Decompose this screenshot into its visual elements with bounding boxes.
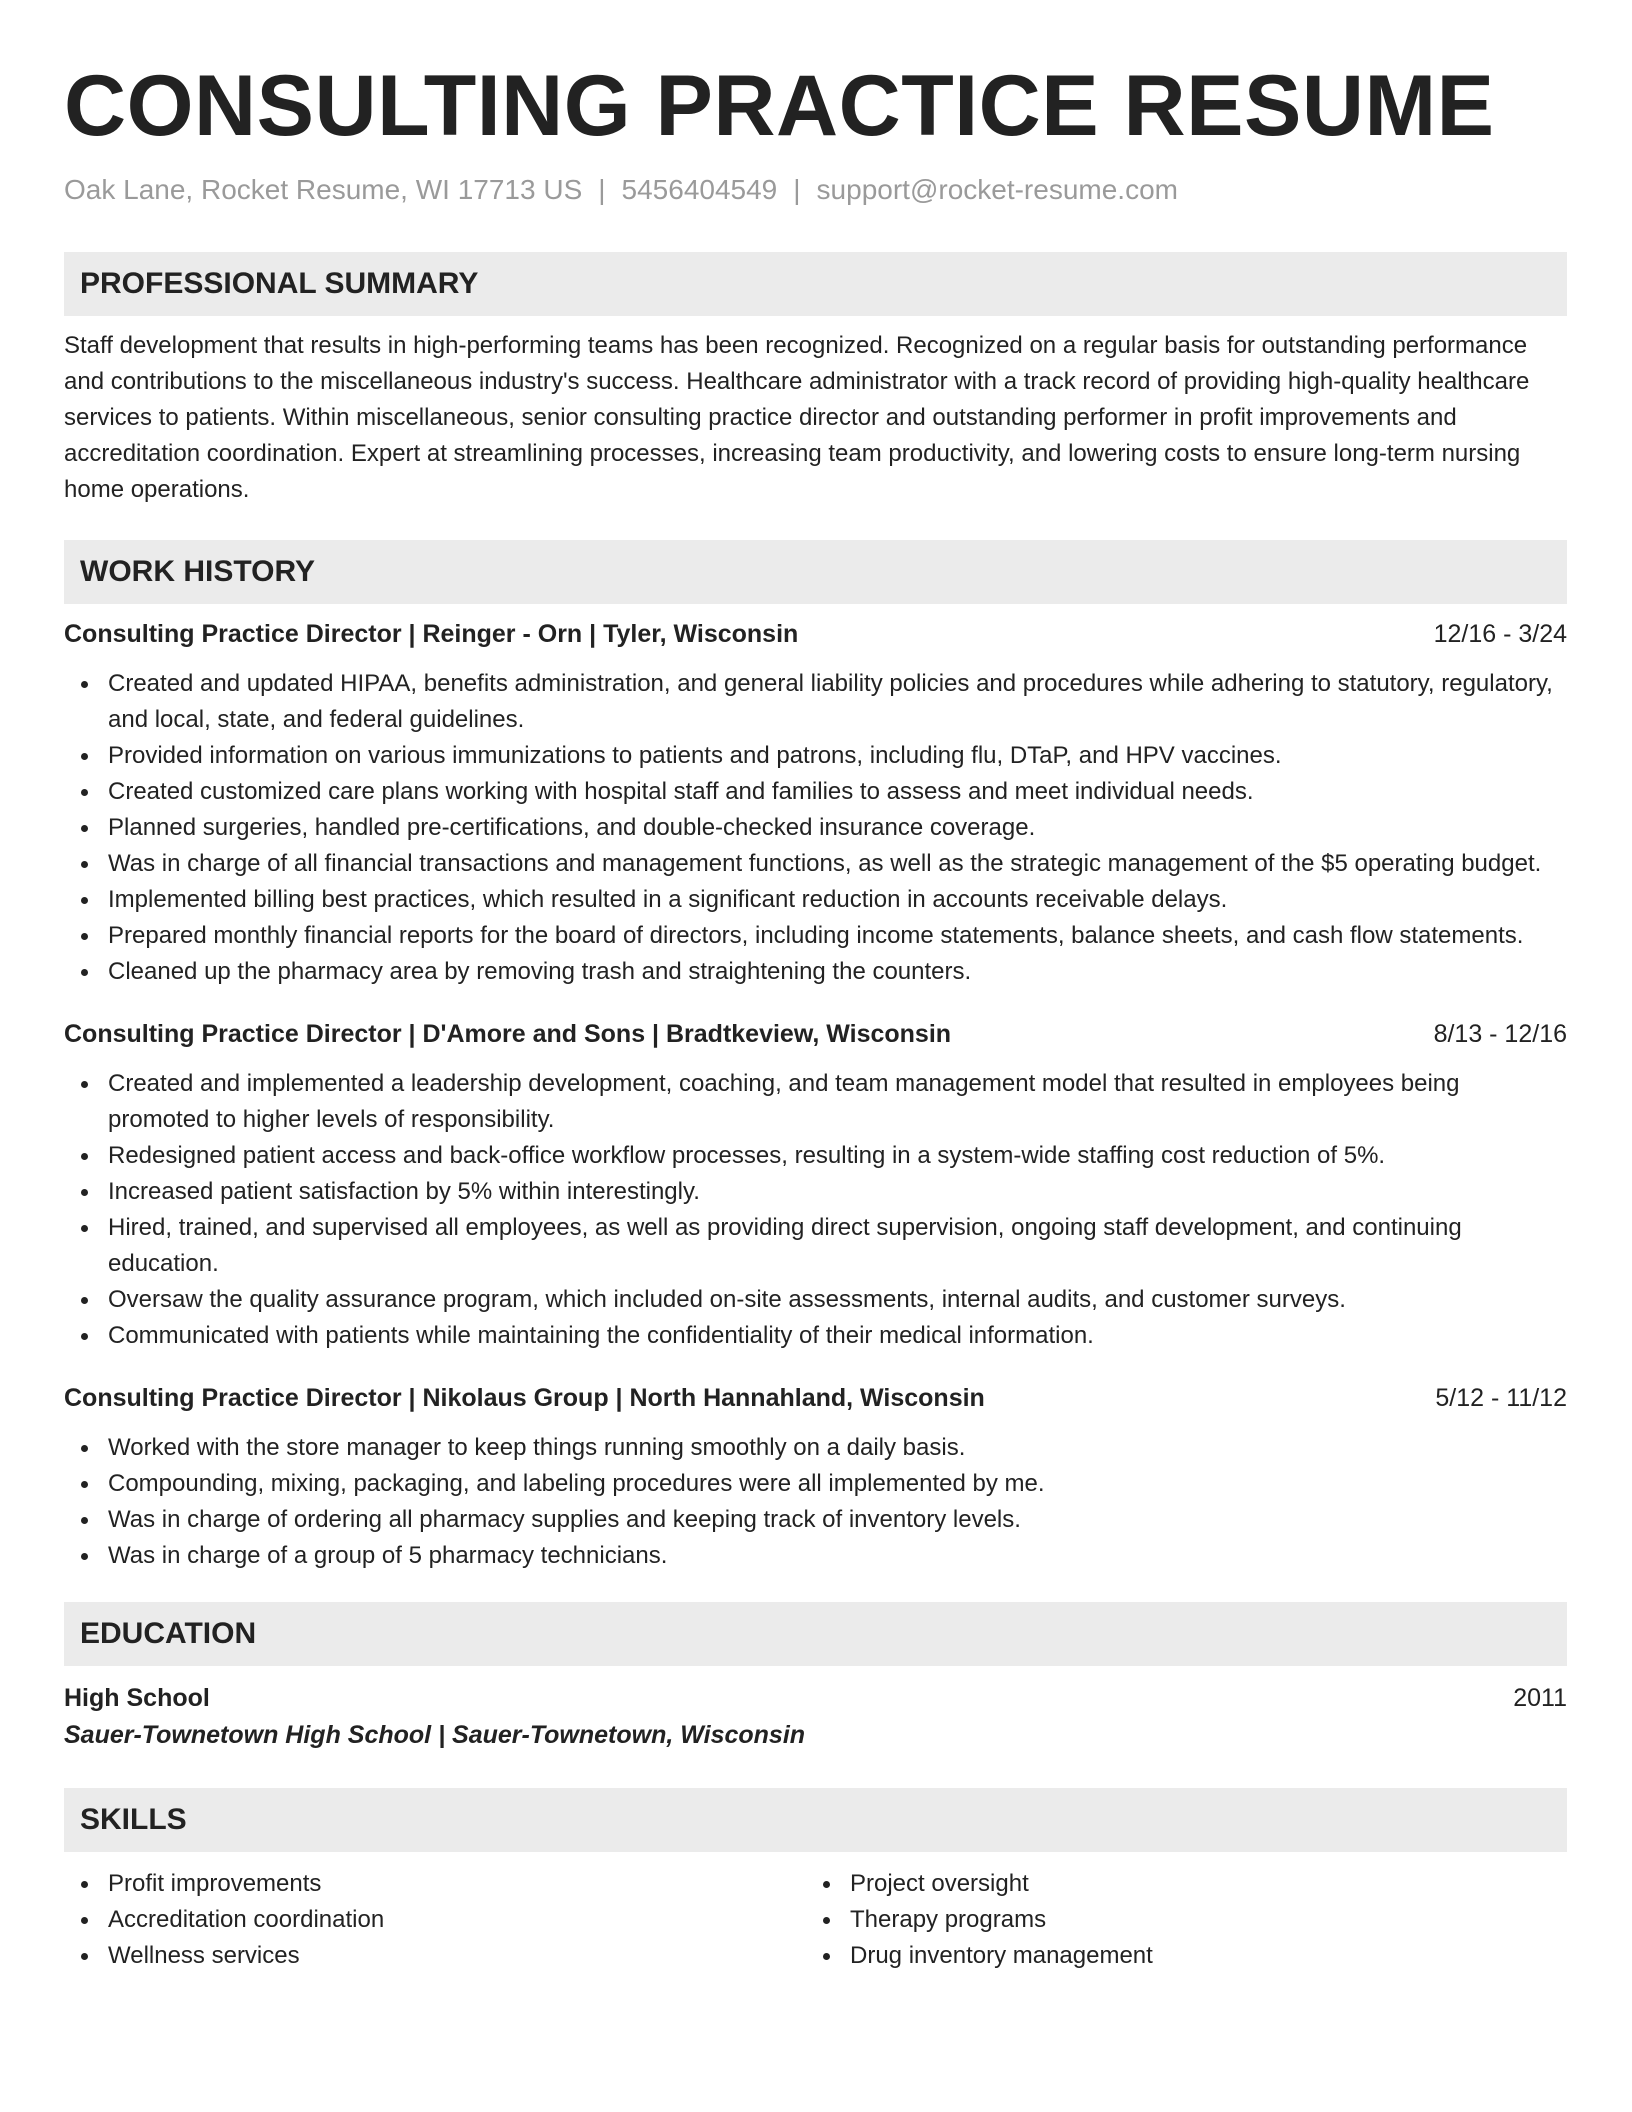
list-item: Therapy programs [806, 1902, 1548, 1938]
job-bullets [64, 1066, 1567, 1354]
education-header [64, 1680, 1567, 1716]
education-year: 2011 [1513, 1684, 1567, 1712]
list-item: Cleaned up the pharmacy area by removing trash and straightening the counters. [64, 954, 1567, 990]
summary-text: Staff development that results in high-performing teams has been recognized. Recognized on a regular basis for outstanding performance and contributions to the miscellaneous industry's success. Healthcare administrator with a track record of providing high-quality healthcare services to patients. Within miscellaneous, senior consulting practice director and outstanding performer in profit improvements and accreditation coordination. Expert at streamlining processes, increasing team productivity, and lowering costs to ensure long-term nursing home operations. [64, 332, 1530, 503]
education-degree: High School [64, 1684, 210, 1712]
list-item: Planned surgeries, handled pre-certifications, and double-checked insurance coverage. [64, 810, 1567, 846]
resume-title: CONSULTING PRACTICE RESUME [64, 58, 1495, 154]
list-item: Created and implemented a leadership development, coaching, and team management model that resulted in employees being promoted to higher levels of responsibility. [64, 1066, 1567, 1138]
contact-separator: | [793, 174, 801, 205]
list-item: Was in charge of all financial transactions and management functions, as well as the strategic management of the $5 operating budget. [64, 846, 1567, 882]
list-item: Compounding, mixing, packaging, and labeling procedures were all implemented by me. [64, 1466, 1567, 1502]
job-entry [64, 1380, 1567, 1574]
job-dates: 12/16 - 3/24 [1433, 620, 1567, 648]
list-item: Redesigned patient access and back-office workflow processes, resulting in a system-wide staffing cost reduction of 5%. [64, 1138, 1567, 1174]
list-item: Prepared monthly financial reports for the board of directors, including income statements, balance sheets, and cash flow statements. [64, 918, 1567, 954]
section-heading-education: EDUCATION [64, 1602, 1567, 1666]
job-header [64, 616, 1567, 652]
job-bullets [64, 1430, 1567, 1574]
list-item: Accreditation coordination [64, 1902, 806, 1938]
list-item: Created and updated HIPAA, benefits administration, and general liability policies and procedures while adhering to statutory, regulatory, and local, state, and federal guidelines. [64, 666, 1567, 738]
list-item: Profit improvements [64, 1866, 806, 1902]
skills-list-left [64, 1866, 806, 1974]
job-dates: 5/12 - 11/12 [1435, 1384, 1567, 1412]
list-item: Oversaw the quality assurance program, which included on-site assessments, internal audits, and customer surveys. [64, 1282, 1567, 1318]
list-item: Project oversight [806, 1866, 1548, 1902]
job-title: Consulting Practice Director | Nikolaus Group | North Hannahland, Wisconsin [64, 1384, 985, 1412]
list-item: Drug inventory management [806, 1938, 1548, 1974]
contact-email: support@rocket-resume.com [816, 174, 1178, 205]
list-item: Was in charge of ordering all pharmacy supplies and keeping track of inventory levels. [64, 1502, 1567, 1538]
contact-phone: 5456404549 [621, 174, 778, 205]
list-item: Implemented billing best practices, which resulted in a significant reduction in accounts receivable delays. [64, 882, 1567, 918]
job-dates: 8/13 - 12/16 [1433, 1020, 1567, 1048]
education-school: Sauer-Townetown High School | Sauer-Townetown, Wisconsin [64, 1721, 806, 1749]
job-header [64, 1380, 1567, 1416]
list-item: Wellness services [64, 1938, 806, 1974]
contact-separator: | [598, 174, 606, 205]
list-item: Worked with the store manager to keep things running smoothly on a daily basis. [64, 1430, 1567, 1466]
skills-columns [64, 1866, 1567, 1974]
job-bullets [64, 666, 1567, 990]
contact-line [64, 170, 1567, 210]
job-title: Consulting Practice Director | D'Amore and Sons | Bradtkeview, Wisconsin [64, 1020, 952, 1048]
job-title: Consulting Practice Director | Reinger - Orn | Tyler, Wisconsin [64, 620, 799, 648]
list-item: Provided information on various immunizations to patients and patrons, including flu, DTaP, and HPV vaccines. [64, 738, 1567, 774]
job-entry [64, 616, 1567, 990]
list-item: Hired, trained, and supervised all employees, as well as providing direct supervision, ongoing staff development, and continuing education. [64, 1210, 1567, 1282]
job-header [64, 1016, 1567, 1052]
job-entry [64, 1016, 1567, 1354]
resume-page [64, 56, 1567, 1974]
list-item: Was in charge of a group of 5 pharmacy technicians. [64, 1538, 1567, 1574]
list-item: Increased patient satisfaction by 5% within interestingly. [64, 1174, 1567, 1210]
list-item: Created customized care plans working with hospital staff and families to assess and meet individual needs. [64, 774, 1567, 810]
section-heading-work-history: WORK HISTORY [64, 540, 1567, 604]
skills-list-right [806, 1866, 1548, 1974]
section-heading-summary: PROFESSIONAL SUMMARY [64, 252, 1567, 316]
list-item: Communicated with patients while maintaining the confidentiality of their medical information. [64, 1318, 1567, 1354]
contact-address: Oak Lane, Rocket Resume, WI 17713 US [64, 174, 583, 205]
section-heading-skills: SKILLS [64, 1788, 1567, 1852]
education-entry [64, 1680, 1567, 1754]
